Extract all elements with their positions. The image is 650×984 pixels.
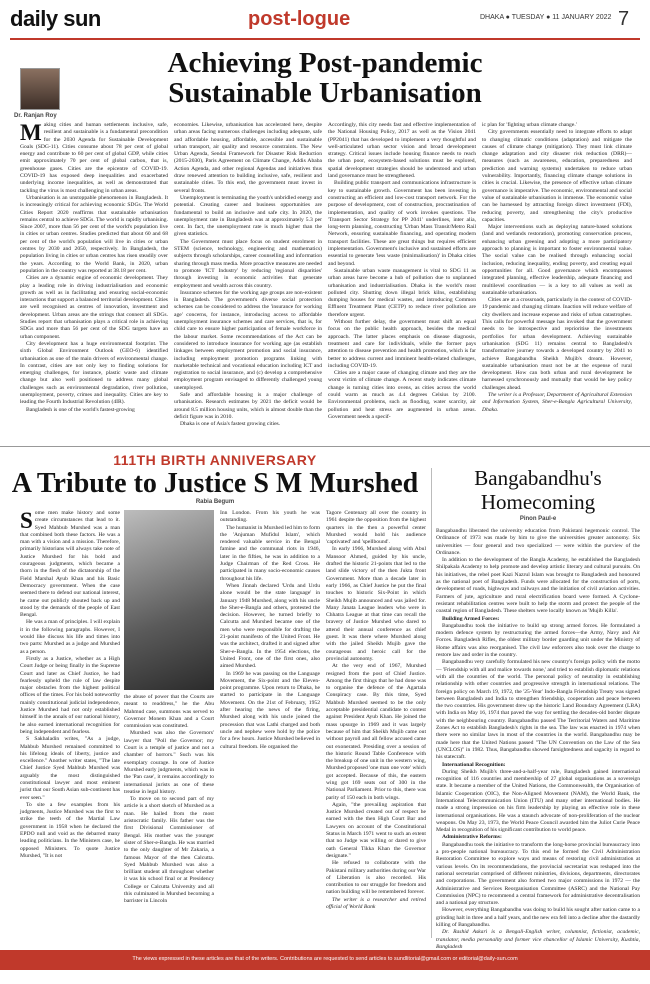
subheading: Building Armed Forces: xyxy=(442,615,500,622)
article1-column-4 xyxy=(482,122,632,440)
paragraph: When Jinnah declared 'Urdu and Urdu alone would be the state language' in January 1948 Murshed, along with his uncle the Sher-e-Bangla and others, protested the decision. However, he turned briefly to Calcutta and Murshed became one of the men who were responsible for drafting the 21-point manifesto of the United Front. He was the architect, drafted it and signed after Sher-e-Bangla. In the 1954 elections, the United Front, one of the first ones, also aimed Murshed. xyxy=(220,582,320,670)
paragraph: To site a few examples from his judgments, Justice Murshed was the first to strike the teeth of the Martial Law government in 1958 when he declared the EPDO null and void as the debarred many leading politicians. In the Ministers case, he opposed Ministers. To quote Justice Murshed, "It is not xyxy=(20,801,120,859)
article3-headline-line1: Bangabandhu's xyxy=(474,466,602,490)
paragraph: Unemployment is terminating the youth's unbridled energy and potential. Creating career and business opportunities are fundamental to build an inclusive and safe city. In 2020, the unemployment rate in Bangladesh was at approximately 5.3 per cent. In fact, the unemployment rate is much higher than the given statistics. xyxy=(174,194,322,238)
paragraph: Inn London. From his youth he was outstanding. xyxy=(220,510,320,524)
author-note: The writer is a Professor, Department of Agricultural Extension and Information System, Sher-e-Bangla Agricultural University, Dhaka. xyxy=(482,391,632,413)
paragraph: Without further delay, the government must shift an equal focus on the public health approach, besides the medical approach. The latter places emphasis on disease diagnosis, treatment and care for individuals, while the former pays attention to disease prevention and health promotion, which is far better to address current and imminent health-related challenges, including COVID-19. xyxy=(328,319,476,369)
paragraph: ic plan for 'fighting urban climate change.' xyxy=(482,122,577,128)
paragraph: Accordingly, this city needs fast and effective implementation of the National Housing Policy, 2017 as well as the Vision 2041 (PP2041) that has developed to implement a very thoughtful and well-articulated urban sector vision and broad development strategy. Critical issues include housing finance needs to reach the urban poor, ecosystem-based solutions must be explored, spatial development strategies should be understood and urban land governance must be strengthened. xyxy=(328,122,476,180)
paragraph: Murshed was also the Governors' lawyer that "Poll the Governor; my Court is a temple of justice and not a chamber of horrors." Such was his exemplary courage. In one of Justice Murshed early judgments, which was in the 'Pan case', it remains accordingly to international jurists as one of these treatise in legal history. xyxy=(124,730,214,795)
paragraph: S Sakhaladin writes, "As a judge, Mahbub Murshed remained committed to his lifelong ideals of liberty, justice and excellence." Another writer states, "The late Chief Justice Syed Mahbub Murshed was arguably the most distinguished constitutional lawyer and most eminent jurist that our South Asian sub-continent has ever seen." xyxy=(20,736,120,801)
paragraph: However, everything Bangabandhu was doing to build his sought after nation came to a grinding halt in three and a half years, and the new era fell into a decline after the dastardly killing of Bangabandhu. xyxy=(436,907,640,929)
article1-headline-line1: Achieving Post-pandemic xyxy=(167,47,483,79)
issue-date: DHAKA ● TUESDAY ● 11 JANUARY 2022 xyxy=(480,14,612,21)
paragraph: Bangabandhu liberated the university education from Pakistani hegemonic control. The Ordinance of 1973 was made by him to give the universities greater autonomy. Six universities — four general and two specialized — were within the purview of the Ordinance. xyxy=(436,528,640,556)
paragraph: Major interventions such as deploying nature-based solutions (land and wetlands restoration), promoting conservation process, enhancing urban greening and adopting a more participatory approach to planning is important to foster environmental value. The social value can be realised through enhancing social inclusion, reducing inequality, ending poverty, and creating equal opportunities for all. Good governance which encompasses integrated planning, effective leadership, adequate financing and multilevel coordination — is a key to all values as well as sustainable urbanisation. xyxy=(482,224,632,296)
paragraph: Cities are a dynamic engine of economic development. They play a leading role in driving industrialisation and economic growth as well as in facilitating and ensuring social-economic interactions that support a balanced territorial development. Cities are well recognised as centres of innovation, investment and development. Urban areas are the strings that connect all SDGs. Studies report that urbanisation plays a critical role in achieving SDGs and more than 56 per cent of the SDG targets have an urban component. xyxy=(20,275,168,340)
article1-column-1 xyxy=(20,122,168,440)
paragraph: Again, "the prevailing aspiration that Justice Murshed created out of respect he earned with the then High Court Bar and Lawyers on account of the Constitutional Status in March 1971 went to such an extent that no Judge was willing or dared to give oath General Tikka Khan the Governor designate." xyxy=(326,801,426,859)
article2-column-1 xyxy=(20,510,120,940)
paragraph: Building public transport and communications infrastructure is key to sustainable growth. Government has been investing in constructing an efficient and low-cost transport network. For the purpose of development, cost of construction, procrastination of implementation, and quality of work invokes questions. The 'Transport Sector Strategy for PP 2041' underlines, inter alia, long-term planning, constructing 'Urban Mass Transit/Metro Rail Network, ensuring sustainable financing, and operating modern transport facilities. These are great things but requires efficient implementation. Government's inclusive and sustained efforts are essential to generate 'less waste (minimalisation)' in Dhaka cities and beyond. xyxy=(328,180,476,267)
paragraph: In addition to the development of the Bangla Academy, he established the Bangladesh Shilpakala Academy to help promote and develop artistic literary and cultural pursuits. On his initiatives, the rebel poet Kazi Nazrul Islam was brought to Bangladesh and honoured as the national poet of Bangladesh. Funds were allocated for the construction of ports, development of roads, highways and railways and the initiation of civil aviation activities. Farmers of jute, agriculture and rural electrification board were formed. A Cyclone-resistant rehabilitation centres were built to help the storm and protect the people of the coastal region of Bangladesh. These shelters were locally known as 'Mujib Killa'. xyxy=(436,557,640,615)
paragraph: City governments essentially need to integrate efforts to adapt to changing climatic conditions (adaptation) and mitigate the causes of climate change (mitigation). They must link climate change adaptation and city disaster risk reduction (DRR)—measures (such as awareness, education, preparedness and prediction and warning systems) undertaken to reduce urban vulnerability. Importantly, financing climate change solutions in cities is crucial. Likewise, the presence of effective urban climate governance is imperative. The economic, environmental and social value of sustainable urbanisation is immense. The economic value can be harnessed by attracting foreign direct investment (FDI), reducing poverty, and strengthening the city's productive capacities. xyxy=(482,129,632,223)
paragraph: Urbanisation is an unstoppable phenomenon in Bangladesh. It is increasingly critical for achieving economic SDGs. The World Cities Report 2020 reaffirms that sustainable urbanisation remains central to achieve SDGs. The world is rapidly urbanising. Since 2007, more than 56 per cent of the world's population live in cities or urban centres. Studies predicted that about 60 and 68 per cent of the world's population will live in cities or urban centres by 2030 and 2050, respectively. In Bangladesh, the population living in cities or urban centres has risen steadily over the years. According to the World Bank, in 2020, urban population in the country was reported at 38.18 per cent. xyxy=(20,194,168,274)
portrait-photo xyxy=(124,510,214,690)
paragraph: Bangladesh is one of the world's fastest-growing xyxy=(26,406,135,413)
article3-column xyxy=(436,528,640,950)
paragraph: In early 1966, Murshed along with Abul Mansoor Ahmed, guided by his uncle, drafted the historic 21-points that led to the land slide victory of the then Jukta front Government. More than a decade later in early 1966, as Chief Justice he put the final touches to historic Six-Point in which Sheikh Mujib announced and was jailed for. Many Janata League leaders who were in Chhatra League at that time can recall the bravery of Justice Murshed who dared to attend their annual conference as chief guest. It was there where Murshed along with the jailed Sheikh Mujib gave the courageous and heroic call for the provincial autonomy. xyxy=(326,546,426,662)
paragraph: He refused to collaborate with the Pakistani military authorities during our War of Liberation is also recorded. His contribution to our struggle for freedom and nation building will be remembered forever. xyxy=(326,860,426,896)
newspaper-logo: daily sun xyxy=(10,6,101,31)
paragraph: aking cities and human settlements inclusive, safe, resilient and sustainable is a fundamental precondition for the 2030 Agenda for Sustainable Development Goals (SDG-11). Cities consume about 78 per cent of global energy and contribute to 60 per cent of global GDP, while cities emit approximately 70 per cent of global carbon, that is, greenhouse gases. Cities are the epicentre of COVID-19. COVID-19 has exposed deep inequalities and exacerbated underlying income inequalities, as well as demonstrated that tackling the virus is most challenging in urban areas. xyxy=(20,122,168,194)
paragraph: To move on to second part of my article is a short sketch of Murshed as a man. He hailed from the most aristocratic family. His father was the first Divisional Commissioner of Bengal. His mother was the younger sister of Sher-e-Bangla. He was married to the only daughter of Mr Zakaria, a famous Mayor of the then Calcutta. Syed Mahbub Murshed was also a brilliant student all throughout whether it was his school final or at Presidency College or Calcutta University and all this culminated in Murshed becoming a barrister in Lincoln xyxy=(124,796,214,905)
author-photo xyxy=(20,68,60,110)
paragraph: Cities are at a crossroads, particularly in the context of COVID-19 pandemic and changing climate. Inaction will reduce welfare of city dwellers and increase expense and risks of urban catastrophes. This calls for powerful message has invoked that the government needs to be introspective and reprioritise the investments portfolios for urban development. Achieving sustainable urbanisation (SDG 11) remains central to Bangladesh's transformative journey towards a developed country by 2041 to achieve Bangabandhu Sheikh Mujib's dream. However, sustainable urbanisation must not be at the expense of rural development. How can both urban and rural development be harnessed synchronously and mutually that would be key policy challenges ahead. xyxy=(482,297,632,391)
article2-kicker: 111TH BIRTH ANNIVERSARY xyxy=(113,452,317,468)
paragraph: Bangabandhu took the initiative to build up strong armed forces. He formulated a modern defence system by restructuring the armed forces—the Army, Navy and Air Forces. Bangladesh Rifles, the oldest military border guarding unit under the Ministry of Home affairs was also reorganised. The civil law enforcers also took over the charge to restore law and order in the country. xyxy=(436,622,640,659)
article2-column-2 xyxy=(124,694,214,940)
article3-author: Pinon Paul-e xyxy=(519,516,557,522)
paragraph: ome men make history and some create circumstances that lead to it. Syed Mahbub Murshed was a man that combined both these factors. He was a man with a vision and a mission. Therefore, primarily historians will always take note of Justice Murshed for his bold and courageous judgments, which became a thorn in the flesh of the dictatorship of the Field Marshal Ayub Khan and his Basic Democracy government. When the case seemed there to defend our national interest, he came out publicly shouted back up and stood by the demands of the people of East Bengal. xyxy=(20,510,120,619)
article1-column-2 xyxy=(174,122,322,440)
column-divider xyxy=(431,468,432,938)
paragraph: City development has a huge environmental footprint. The sixth Global Environment Outlook (GEO-6) identified urbanisation as one of the main drivers of environmental change. In contrast, cities are not only key to finding solutions for emerging challenges, for instance, plastic waste and climate change but also well positioned to address many global challenges such as environmental degradation, river pollution, unemployment, poverty, crimes and inequality. Cities are key to leading the Fourth Industrial Revolution (4IR). xyxy=(20,340,168,406)
dropcap: S xyxy=(20,508,33,533)
subheading: Administrative Reforms: xyxy=(442,834,502,841)
article2-column-3 xyxy=(220,510,320,940)
paragraph: the abuse of power that the Courts are meant to readdress," he the Abu Mahmud case, summons was served to Governor Monem Khan and a Court commission was constituted. xyxy=(124,694,214,730)
article2-column-4 xyxy=(326,510,426,940)
paragraph: During Sheikh Mujib's three-and-a-half-year rule, Bangladesh gained international recognition of 116 countries and membership of 27 global organisations as a sovereign state. It became a member of the United Nations, the Commonwealth, the Organisation of Islamic Cooperation (OIC), the Non-Aligned Movement (NAM), the World Bank, the International Telecommunication Union (ITU) and many other international bodies. He made a strong impression on his firm leadership by playing an effective role in these international organisations. He was a staunch advocate of non-proliferation of the nuclear weapons. On May 23, 1973, the World Peace Council awarded him the Juliot Curie Peace Medal in recognition of his significant contribution to world peace. xyxy=(436,768,640,834)
article2-headline: A Tribute to Justice S M Murshed xyxy=(11,468,419,499)
article1-author: Dr. Ranjan Roy xyxy=(14,113,57,119)
paragraph: economies. Likewise, urbanisation has accelerated here, despite urban areas facing numerous challenges including adequate, safe and affordable housing, affordable, accessible and sustainable urban transport, air quality and resource constraints. The New Urban Agenda, Sendai Framework for Disaster Risk Reduction (2015-2030), Paris Agreement on Climate Change, Addis Ababa Action Agenda, and other regional Agendas and initiatives thus draw renewed attention to building inclusive, safe, resilient and sustainable cities. To this end, the government must invest in several fronts. xyxy=(174,122,322,194)
masthead xyxy=(10,6,640,40)
paragraph: The Government must place focus on student enrolment in STEM (science, technology, engineering and mathematics) subjects through scholarships, career counselling and information sharing through mass media. More proactive measures are needed to promote 'ICT Industry' by reducing 'regional disparities' through investing in economic activities that generate employment and wealth across this country. xyxy=(174,238,322,289)
author-note: Dr. Rashid Askari is a Bengali-English writer, columnist, fictionist, academic, translator, media personality and former vice chancellor of Islamic University, Kushtia, Bangladesh xyxy=(436,929,640,950)
article1-column-3 xyxy=(328,122,476,440)
paragraph: He was a man of principles. I will explain it in the following paragraphs. However, I would like discuss his life and times into two parts: Murshed as a judge and Murshed as a person. xyxy=(20,619,120,655)
paragraph: Dhaka is one of Asia's fastest growing cities. xyxy=(180,421,281,428)
paragraph: Cities are a major cause of changing climate and they are the worst victim of climate change. A recent study indicates climate change is turning cities into ovens, as cities across the world could warm as much as 4.4 degrees Celsius by 2100. Environmental problems, such as flooding, water scarcity, air pollution and heat stress are augmented in urban areas. Government needs a specif- xyxy=(328,370,476,420)
author-note: The writer is a researcher and retired official of World Bank xyxy=(326,896,426,911)
paragraph: At the very end of 1967, Murshed resigned from the post of Chief Justice. Among the first things that he had done was to organise the defence of the Agartala Conspiracy case. By this time, Syed Mahbub Murshed seemed to be the only acceptable presidential candidate to contest against President Ayub Khan. He joined the mass upsurge in 1969 and it was largely because of him that Sheikh Mujib came out without payroll and all fellow accused came out exonerated. Presiding over a session of the historic Round Table Conference with the breakup of one unit in the western wing, Murshed proposed 'one man one vote' which got accepted. Because of this, the eastern wing got 169 seats out of 300 in the National Parliament. Prior to this, there was parity of 150 each in both wings. xyxy=(326,663,426,801)
paragraph: Tagore Centenary all over the country in 1961 despite the opposition from the highest quarters in the then a powerful center Murshed would hold his audience 'captivated' and 'spellbound'. xyxy=(326,510,426,546)
page-number: 7 xyxy=(618,8,630,30)
article3-headline-line2: Homecoming xyxy=(480,490,596,514)
paragraph: Firstly as a Justice, whether as a High Court Judge or being finally in the Supreme Court and later as Chief Justice, he had fearlessly upheld the rule of law despite major obstacles from the highest political offices of the times. For his bold noteworthy mainly constitutional judicial independence, Justice Murshed had not only established himself in the annals of our national history, he also earned international recognition for being independent and fearless. xyxy=(20,655,120,735)
paragraph: In 1969 he was passing on the Language Movement, the Six-point and the Eleven-point programme. Upon return to Dhaka, he started to participate in the Language Movement. On the 21st of February, 1952 after hearing the news of the firing, Murshed along with his uncle joined the procession that was Lathi charged and both uncle and nephew were hold by the police for a few hours. Justice Murshed believed in cultural freedom. He organised the xyxy=(220,670,320,750)
subheading: International Recognition: xyxy=(442,761,506,768)
paragraph: The humanist in Murshed led him to form the 'Anjuman Mufidul Islam', which rendered valuable service in the Bengal famine and the communal riots in 1946, later in the fifties, he was in addition to a Judge Chairman of the Red Cross. He participated in many socio-economic causes throughout his life. xyxy=(220,524,320,582)
paragraph: Safe and affordable housing is a major challenge of urbanisation. Research estimates by 2021 the deficit would be around 8.5 million housing units, which is almost double than the deficit figure was in 2010. xyxy=(174,391,322,420)
dropcap: M xyxy=(20,120,42,145)
footer-disclaimer: The views expressed in these articles are that of the writers. Contributions are requested to send articles to sundlitorial@gmail.com or editorial@daily-sun.com xyxy=(132,956,518,962)
article1-headline xyxy=(0,48,650,108)
paragraph: Insurance schemes for the working age groups are non-existent in Bangladesh. The government's diverse social protection schemes can be considered to address the 'insurance for working age' concerns, for instance, introducing access to affordable unemployment insurance schemes and care services, that is, for child care to ensure higher participation of female workforce in the labour market. Some recommendations of the Act can be considered to introduce insurance for working age (as establish linkages between employment promotion and social insurance, including employment promotion programs linking with marketable technical and vocational education including ICT and registration to social insurance, and (c) develop a comprehensive employment program envisaged to differently challenged young unemployed. xyxy=(174,289,322,391)
article2-author: Rabia Begum xyxy=(195,499,235,505)
paragraph: Bangabandhu took the initiative to transform the long-horse provincial bureaucracy into a pro-people national bureaucracy. To this end he formed the Civil Administration Restoration Committee to explore ways and means of restoring civil administration at various levels. On its recommendations, the provincial secretariat was reshaped into the national secretariat comprised of different ministries, divisions, departments, directorates and corporations. The government also formed two major commissions in 1972 — the Administrative and Services Reorganisation Committee (ASRC) and the National Pay Commission (NPC) to recommend a central framework for administrative decentralisation and a national pay structure. xyxy=(436,841,640,907)
section-title: post-logue xyxy=(248,8,351,30)
article1-headline-line2: Sustainable Urbanisation xyxy=(168,77,482,109)
paragraph: Sustainable urban waste management is vital to SDG 11 as urban areas have become a hub of pollution due to unplanned urbanisation and industrialisation. Dhaka is the world's most polluted city. Shutting down illegal brick kilns, establishing dumping houses for medical wastes, and introducing Common Effluent Treatment Plant (CETP) to reduce river pollution are therefore urgent. xyxy=(328,267,476,318)
paragraph: Bangabandhu very carefully formulated his new country's foreign policy with the motto — 'Friendship with all and malice towards none,' and tried to establish diplomatic relations with all the countries of the world. The personal policy of neutrality in establishing relationship with other countries and progressive strength in international relations. The foreign policy on March 19, 1972, the '25-Year' Indo-Bangla Friendship Treaty was signed between Bangladesh and India to strengthen friendship, cooperation and peace between the two countries. His government drew up the historic Land Boundary Agreement (LBA) with India on May 16, 1974 that paved the way for settling the decades-old border dispute with the neighbouring country. Bangabandhu passed The Territorial Waters and Maritime Zones Act to establish Bangladesh's rights in the sea. The law was enacted in 1974 when there were no similar laws in most of the countries in the world. Bangabandhu may be made here that the United Nations passed "The UN Convention on the Law of the Sea (UNCLOS)" in 1982. Thus, Bangabandhu showed farsightedness and sagacity in regard to his statecraft. xyxy=(436,659,640,761)
section-divider xyxy=(0,446,650,447)
